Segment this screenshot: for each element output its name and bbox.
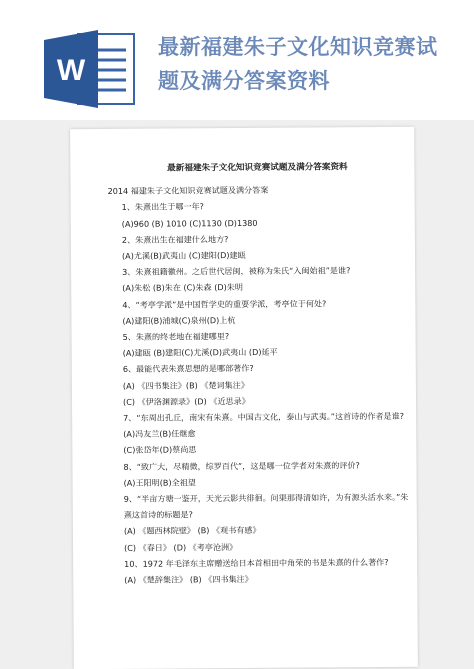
document-page [70,127,418,669]
document-line: (C)张岱年(D)蔡尚思 [123,444,197,456]
document-line: (A)960 (B) 1010 (C)1130 (D)1380 [121,217,258,229]
document-line: (C) 《春日》 (D) 《考亭沧洲》 [124,541,238,553]
document-line: (A) 《题西林院壁》 (B) 《观书有感》 [123,525,261,537]
document-preview-area [0,120,474,669]
document-line: (A)冯友兰(B)任继愈 [123,428,196,440]
page-title-line-2: 题及满分答案资料 [158,69,330,93]
document-line: (C) 《伊洛渊源录》(D) 《近思录》 [122,395,250,407]
document-line: (A) 《四书集注》(B) 《楚词集注》 [122,379,249,391]
document-line: (A)王阳明(B)全祖望 [123,477,196,488]
header [0,0,474,130]
document-line: 1、朱熹出生于哪一年? [121,201,204,213]
document-line: 7、“东周出孔丘，南宋有朱熹。中国古文化，泰山与武夷。”这首诗的作者是谁? [123,410,405,423]
document-line: (A) 《楚辞集注》 (B) 《四书集注》 [124,574,253,585]
document-line: (A)朱松 (B)朱在 (C)朱森 (D)朱明 [122,282,243,294]
document-line: 8、“致广大，尽精微，综罗百代”，这是哪一位学者对朱熹的评价? [123,459,360,472]
document-line: (A)建瓯 (B)建阳(C)尤溪(D)武夷山 (D)延平 [122,346,278,359]
document-content [107,159,410,588]
document-line: 2014 福建朱子文化知识竞赛试题及满分答案 [107,185,269,197]
word-letter: W [56,54,86,87]
page-title [158,30,458,98]
document-line: (A)尤溪(B)武夷山 (C)建阳(D)建瓯 [121,250,246,261]
document-line: 9、“半亩方塘一鉴开，天光云影共徘徊。问渠那得清如许，为有源头活水来。”朱熹这首诗的标题是? [123,491,409,521]
document-line: 6、最能代表朱熹思想的是哪部著作? [122,363,254,375]
word-document-icon [42,28,140,110]
document-line: (A)建阳(B)浦城(C)泉州(D)上杭 [122,314,236,326]
document-line: 10、1972 年毛泽东主席赠送给日本首相田中角荣的书是朱熹的什么著作? [124,556,389,569]
page-title-line-1: 最新福建朱子文化知识竞赛试 [158,35,438,59]
document-line: 4、“考亭学派”是中国哲学史的重要学派，考亭位于何处? [122,298,327,310]
document-line: 5、朱熹的终老地在福建哪里? [122,331,230,342]
document-line: 3、朱熹祖籍徽州。之后世代居闽，被称为朱氏“入闽始祖”是谁? [122,265,351,278]
document-line: 2、朱熹出生在福建什么地方? [121,233,229,245]
document-heading: 最新福建朱子文化知识竞赛试题及满分答案资料 [167,162,348,174]
